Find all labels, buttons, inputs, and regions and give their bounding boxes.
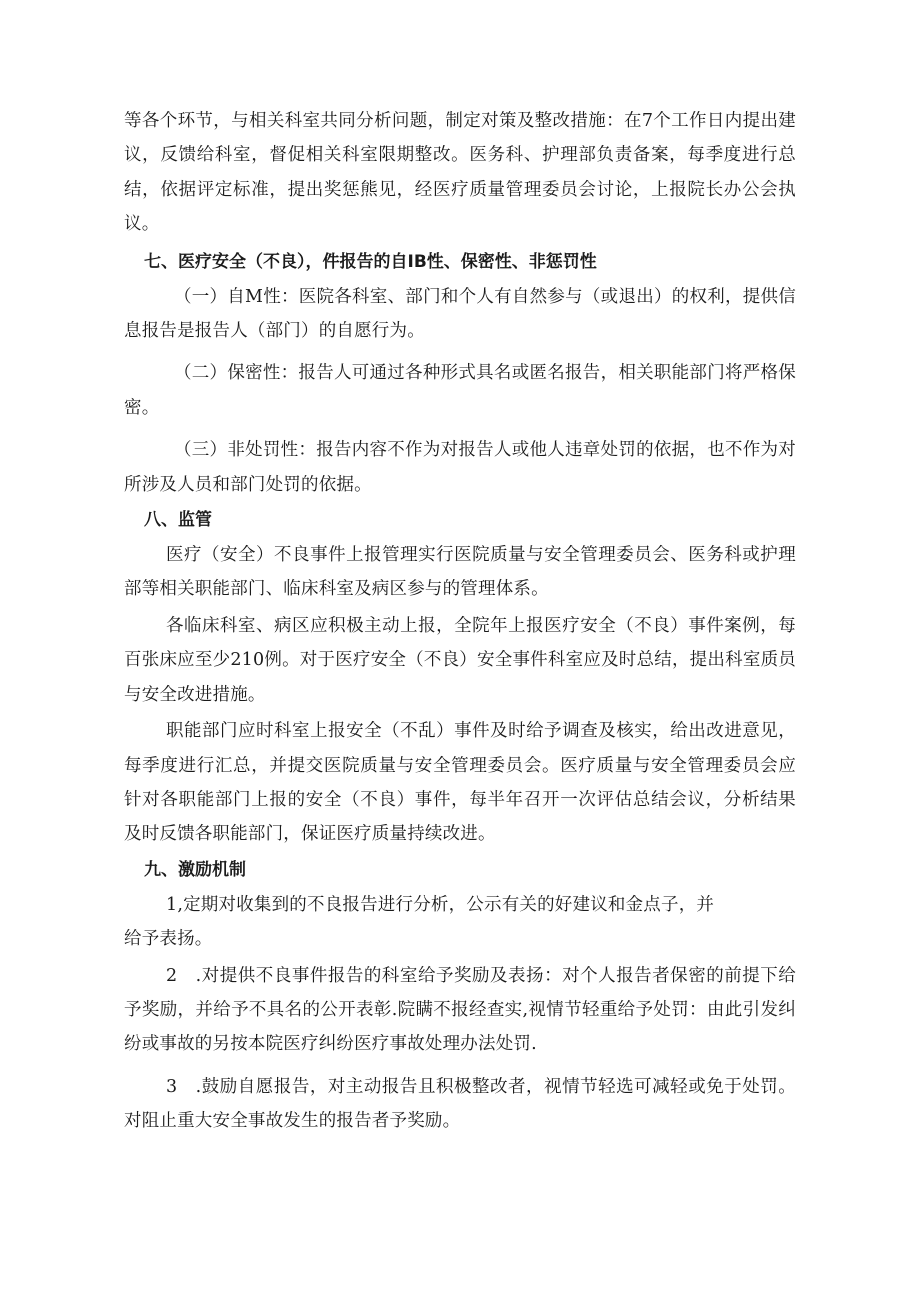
- section-9-item-2: 2 .对提供不良事件报告的科室给予奖励及表扬：对个人报告者保密的前提下给予奖励，并给予不具名的公开表彰.院瞒不报经查实,视情节轻重给予处罚：由此引发纠纷或事故的另按本院医疗纠纷医疗事故处理办法处罚.: [124, 965, 796, 1055]
- section-7-item-2: （二）保密性：报告人可通过各种形式具名或匿名报告，相关职能部门将严格保密。: [124, 363, 796, 418]
- section-8-para-1: 医疗（安全）不良事件上报管理实行医院质量与安全管理委员会、医务科或护理部等相关职能部门、临床科室及病区参与的管理体系。: [124, 545, 796, 600]
- intro-paragraph: 等各个环节，与相关科室共同分析问题，制定对策及整改措施：在7个工作日内提出建议，反馈给科室，督促相关科室限期整改。医务科、护理部负责备案，每季度进行总结，依据评定标准，提出奖惩熊见，经医疗质量管理委员会讨论，上报院长办公会执议。: [124, 111, 796, 235]
- section-8-para-2: 各临床科室、病区应积极主动上报，全院年上报医疗安全（不良）事件案例，每百张床应至少210例。对于医疗安全（不良）安全事件科室应及时总结，提出科室质员与安全改进措施。: [124, 615, 796, 705]
- section-8-para-3: 职能部门应时科室上报安全（不乱）事件及时给予调查及核实，给出改进意见，每季度进行汇总，并提交医院质量与安全管理委员会。医疗质量与安全管理委员会应针对各职能部门上报的安全（不良）事件，每半年召开一次评估总结会议，分析结果及时反馈各职能部门，保证医疗质量持续改进。: [124, 721, 796, 845]
- section-9-heading: 九、激励机制: [144, 859, 246, 880]
- section-8-heading: 八、监管: [144, 510, 212, 531]
- section-9-item-1-line-1: 1,定期对收集到的不良报告进行分析，公示有关的好建议和金点子，并: [166, 894, 715, 915]
- section-7-item-1: （一）自M性：医院各科室、部门和个人有自然参与（或退出）的权利，提供信息报告是报告人（部门）的自愿行为。: [124, 286, 796, 342]
- section-7-heading: 七、医疗安全（不良），件报告的自IB性、保密性、非惩罚性: [144, 251, 597, 272]
- document-page: [124, 104, 796, 1139]
- section-9-item-1-line-2: 给予表扬。: [124, 929, 213, 950]
- section-9-item-3: 3 .鼓励自愿报告，对主动报告且积极整改者，视情节轻选可减轻或免于处罚。对阻止重大安全事故发生的报告者予奖励。: [124, 1076, 796, 1132]
- section-7-item-3: （三）非处罚性：报告内容不作为对报告人或他人违章处罚的依据，也不作为对所涉及人员和部门处罚的依据。: [124, 440, 796, 495]
